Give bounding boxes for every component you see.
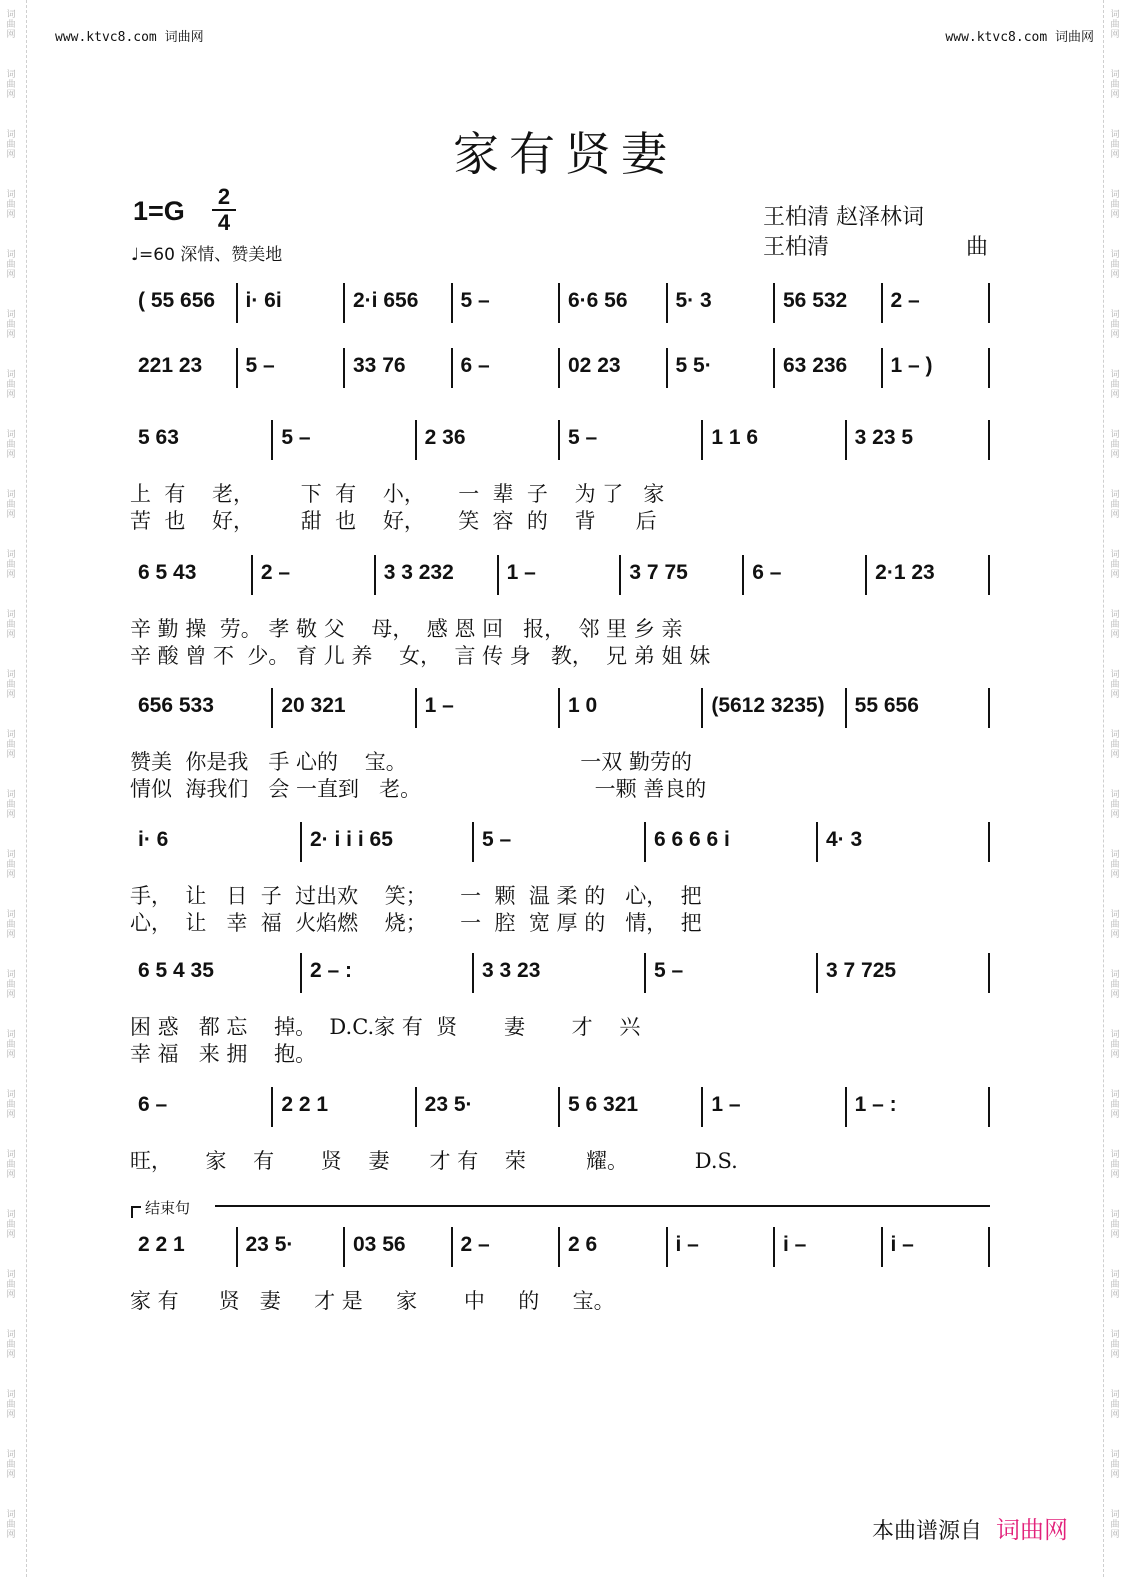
- bar-line: [472, 953, 474, 993]
- bar-line: [666, 1227, 668, 1267]
- lyrics-line: 赞美 你是我 手 心的 宝。 一双 勤劳的: [130, 750, 692, 774]
- bar-line: [558, 1087, 560, 1127]
- bar-line: [558, 688, 560, 728]
- margin-watermark-mark: 词曲网: [6, 970, 16, 1000]
- measure: 03 56: [353, 1233, 406, 1256]
- measure: i· 6: [138, 828, 169, 851]
- margin-watermark-mark: 词曲网: [1110, 610, 1120, 640]
- margin-watermark-mark: 词曲网: [6, 1510, 16, 1540]
- bar-line: [988, 348, 990, 388]
- bar-line: [558, 348, 560, 388]
- lyrics-line: 情似 海我们 会 一直到 老。 一颗 善良的: [130, 777, 707, 801]
- notes-line: [130, 555, 1000, 595]
- bar-line: [343, 283, 345, 323]
- measure: 6 6 6 6 i: [654, 828, 730, 851]
- measure: 2 6: [568, 1233, 598, 1256]
- measure: 1 – :: [854, 1093, 897, 1116]
- score-row: [0, 1227, 1130, 1357]
- bar-line: [845, 688, 847, 728]
- bar-line: [236, 283, 238, 323]
- measure: 5 –: [460, 289, 490, 312]
- lyrics-line: 手， 让 日 子 过出欢 笑； 一 颗 温 柔 的 心， 把: [130, 884, 702, 908]
- margin-watermark-mark: 词曲网: [1110, 550, 1120, 580]
- composer-suffix: 曲: [966, 235, 989, 260]
- margin-watermark-mark: 词曲网: [1110, 970, 1120, 1000]
- margin-watermark-mark: 词曲网: [6, 790, 16, 820]
- measure: 6 –: [138, 1093, 168, 1116]
- bar-line: [251, 555, 253, 595]
- margin-watermark-mark: 词曲网: [6, 130, 16, 160]
- bar-line: [816, 822, 818, 862]
- measure: (5612 3235): [711, 694, 825, 717]
- bar-line: [988, 822, 990, 862]
- source-footer: [872, 1510, 1068, 1545]
- margin-watermark-mark: 词曲网: [1110, 730, 1120, 760]
- time-signature-top: 2: [217, 184, 231, 209]
- measure: 5 63: [138, 426, 179, 449]
- bar-line: [343, 1227, 345, 1267]
- bar-line: [988, 1227, 990, 1267]
- measure: 221 23: [138, 354, 203, 377]
- tempo-marking: ♩=60 深情、赞美地: [131, 245, 283, 265]
- margin-watermark-mark: 词曲网: [1110, 1210, 1120, 1240]
- margin-watermark-mark: 词曲网: [1110, 310, 1120, 340]
- margin-watermark-mark: 词曲网: [6, 190, 16, 220]
- bar-line: [816, 953, 818, 993]
- bar-line: [881, 1227, 883, 1267]
- margin-watermark-mark: 词曲网: [6, 1030, 16, 1060]
- margin-watermark-mark: 词曲网: [6, 370, 16, 400]
- bar-line: [271, 688, 273, 728]
- margin-watermark-mark: 词曲网: [1110, 1450, 1120, 1480]
- measure: 3 7 725: [826, 959, 897, 982]
- measure: 2 –: [460, 1233, 490, 1256]
- notes-line: [130, 283, 1000, 323]
- margin-watermark-mark: 词曲网: [6, 490, 16, 520]
- measure: 02 23: [568, 354, 621, 377]
- margin-watermark-mark: 词曲网: [6, 310, 16, 340]
- margin-watermark-mark: 词曲网: [6, 1450, 16, 1480]
- bar-line: [988, 420, 990, 460]
- measure: 1 1 6: [711, 426, 759, 449]
- footer-source-text: 本曲谱源自: [871, 1519, 982, 1544]
- lyrics-line: 心， 让 幸 福 火焰燃 烧； 一 腔 宽 厚 的 情， 把: [130, 911, 702, 935]
- bar-line: [343, 348, 345, 388]
- measure: 1 –: [506, 561, 536, 584]
- composer-credit: 王柏清: [763, 235, 830, 260]
- time-signature: [212, 186, 236, 234]
- measure: 6 –: [460, 354, 490, 377]
- bar-line: [988, 555, 990, 595]
- site-url-left[interactable]: www.ktvc8.com 词曲网: [55, 30, 204, 45]
- measure: 2·1 23: [875, 561, 935, 584]
- bar-line: [701, 1087, 703, 1127]
- measure: i –: [675, 1233, 699, 1256]
- measure: 33 76: [353, 354, 406, 377]
- measure: 5 –: [245, 354, 275, 377]
- bar-line: [701, 688, 703, 728]
- measure: 20 321: [281, 694, 346, 717]
- bar-line: [988, 688, 990, 728]
- measure: 2 2 1: [281, 1093, 329, 1116]
- bar-line: [558, 283, 560, 323]
- measure: 2 2 1: [138, 1233, 185, 1256]
- measure: 3 3 232: [383, 561, 454, 584]
- bar-line: [701, 420, 703, 460]
- measure: ( 55 656: [138, 289, 216, 312]
- measure: 6 5 4 35: [138, 959, 214, 982]
- measure: 1 – ): [890, 354, 933, 377]
- lyrics-line: 旺， 家 有 贤 妻 才 有 荣 耀。 D.S.: [130, 1149, 738, 1173]
- margin-watermark-mark: 词曲网: [1110, 790, 1120, 820]
- margin-watermark-mark: 词曲网: [1110, 1270, 1120, 1300]
- bar-line: [558, 420, 560, 460]
- measure: 5 –: [482, 828, 512, 851]
- margin-watermark-mark: 词曲网: [6, 850, 16, 880]
- bar-line: [451, 348, 453, 388]
- margin-watermark-mark: 词曲网: [1110, 130, 1120, 160]
- margin-watermark-mark: 词曲网: [6, 910, 16, 940]
- measure: 1 0: [568, 694, 598, 717]
- bar-line: [236, 1227, 238, 1267]
- measure: 4· 3: [826, 828, 863, 851]
- margin-watermark-mark: 词曲网: [6, 670, 16, 700]
- margin-watermark-mark: 词曲网: [1110, 190, 1120, 220]
- margin-watermark-mark: 词曲网: [1110, 370, 1120, 400]
- bar-line: [300, 822, 302, 862]
- margin-watermark-mark: 词曲网: [6, 610, 16, 640]
- bar-line: [271, 420, 273, 460]
- margin-watermark-mark: 词曲网: [6, 250, 16, 280]
- margin-watermark-mark: 词曲网: [6, 550, 16, 580]
- bar-line: [644, 822, 646, 862]
- margin-watermark-mark: 词曲网: [6, 1090, 16, 1120]
- measure: 23 5·: [424, 1093, 473, 1116]
- bar-line: [415, 420, 417, 460]
- bar-line: [451, 1227, 453, 1267]
- bar-line: [881, 348, 883, 388]
- notes-line: [130, 1227, 1000, 1267]
- notes-line: [130, 1087, 1000, 1127]
- measure: 56 532: [783, 289, 848, 312]
- bar-line: [644, 953, 646, 993]
- site-url-right[interactable]: www.ktvc8.com 词曲网: [945, 30, 1094, 45]
- bar-line: [666, 283, 668, 323]
- bar-line: [451, 283, 453, 323]
- score-row: [0, 822, 1130, 952]
- measure: 1 –: [424, 694, 454, 717]
- margin-watermark-mark: 词曲网: [1110, 490, 1120, 520]
- measure: 5 –: [654, 959, 684, 982]
- margin-watermark-mark: 词曲网: [1110, 1150, 1120, 1180]
- bar-line: [374, 555, 376, 595]
- margin-watermark-mark: 词曲网: [6, 730, 16, 760]
- measure: 6·6 56: [568, 289, 628, 312]
- margin-watermark-mark: 词曲网: [1110, 1090, 1120, 1120]
- measure: 2 –: [890, 289, 920, 312]
- ending-label: [131, 1197, 190, 1218]
- lyrics-line: 苦 也 好， 甜 也 好， 笑 容 的 背 后: [130, 509, 657, 533]
- margin-watermark-mark: 词曲网: [6, 1150, 16, 1180]
- lyrics-line: 辛 酸 曾 不 少。 育 儿 养 女， 言 传 身 教， 兄 弟 姐 妹: [130, 644, 711, 668]
- margin-watermark-mark: 词曲网: [6, 70, 16, 100]
- measure: i –: [890, 1233, 914, 1256]
- measure: 6 5 43: [138, 561, 197, 584]
- margin-watermark-mark: 词曲网: [1110, 1390, 1120, 1420]
- measure: 1 –: [711, 1093, 741, 1116]
- ending-label-text: 结束句: [145, 1199, 191, 1217]
- score-row: [0, 420, 1130, 550]
- margin-watermark-mark: 词曲网: [1110, 670, 1120, 700]
- measure: i –: [783, 1233, 807, 1256]
- margin-watermark-mark: 词曲网: [6, 1270, 16, 1300]
- margin-watermark-mark: 词曲网: [6, 1210, 16, 1240]
- measure: 2· i i i 65: [310, 828, 393, 851]
- lyrics-line: 困 惑 都 忘 掉。 D.C.家 有 贤 妻 才 兴: [130, 1015, 641, 1039]
- margin-watermark-mark: 词曲网: [1110, 70, 1120, 100]
- measure: 23 5·: [245, 1233, 294, 1256]
- margin-watermark-mark: 词曲网: [1110, 1330, 1120, 1360]
- measure: 5 –: [568, 426, 598, 449]
- margin-watermark-mark: 词曲网: [1110, 850, 1120, 880]
- notes-line: [130, 688, 1000, 728]
- bar-line: [742, 555, 744, 595]
- lyrics-line: 幸 福 来 拥 抱。: [130, 1042, 317, 1066]
- notes-line: [130, 420, 1000, 460]
- bar-line: [881, 283, 883, 323]
- measure: 2 – :: [310, 959, 353, 982]
- score-row: [0, 555, 1130, 685]
- bar-line: [497, 555, 499, 595]
- bar-line: [773, 283, 775, 323]
- margin-watermark-mark: 词曲网: [1110, 250, 1120, 280]
- margin-watermark-mark: 词曲网: [6, 10, 16, 40]
- bar-line: [773, 1227, 775, 1267]
- margin-watermark-mark: 词曲网: [1110, 910, 1120, 940]
- bar-line: [773, 348, 775, 388]
- bar-line: [558, 1227, 560, 1267]
- measure: 5 5·: [675, 354, 712, 377]
- measure: 5 –: [281, 426, 311, 449]
- margin-watermark-mark: 词曲网: [1110, 10, 1120, 40]
- bar-line: [666, 348, 668, 388]
- notes-line: [130, 953, 1000, 993]
- bar-line: [845, 420, 847, 460]
- measure: 2 –: [260, 561, 291, 584]
- song-title: 家有贤妻: [453, 127, 677, 181]
- bar-line: [988, 283, 990, 323]
- bar-line: [271, 1087, 273, 1127]
- key-signature: 1=G: [133, 196, 185, 226]
- bar-line: [988, 1087, 990, 1127]
- measure: 6 –: [752, 561, 782, 584]
- measure: 5 6 321: [568, 1093, 639, 1116]
- lyrics-line: 上 有 老， 下 有 小， 一 辈 子 为 了 家: [130, 482, 665, 506]
- margin-watermark-mark: 词曲网: [6, 1390, 16, 1420]
- measure: 656 533: [138, 694, 214, 717]
- measure: 2·i 656: [353, 289, 419, 312]
- measure: 2 36: [424, 426, 466, 449]
- margin-watermark-mark: 词曲网: [6, 430, 16, 460]
- lyrics-line: 家 有 贤 妻 才 是 家 中 的 宝。: [130, 1289, 615, 1313]
- lyricist-credit: 王柏清 赵泽林词: [763, 205, 924, 230]
- bar-line: [845, 1087, 847, 1127]
- margin-watermark-mark: 词曲网: [1110, 1030, 1120, 1060]
- measure: 3 3 23: [482, 959, 541, 982]
- footer-brand-link[interactable]: 词曲网: [996, 1516, 1068, 1544]
- bar-line: [415, 688, 417, 728]
- margin-watermark-mark: 词曲网: [1110, 1510, 1120, 1540]
- bar-line: [619, 555, 621, 595]
- score-row: [0, 688, 1130, 818]
- measure: 3 23 5: [854, 426, 914, 449]
- time-signature-bottom: 4: [217, 210, 231, 235]
- bar-line: [865, 555, 867, 595]
- bar-line: [415, 1087, 417, 1127]
- measure: 5· 3: [675, 289, 712, 312]
- measure: 63 236: [783, 354, 848, 377]
- margin-watermark-mark: 词曲网: [6, 1330, 16, 1360]
- notes-line: [130, 822, 1000, 862]
- lyrics-line: 辛 勤 操 劳。 孝 敬 父 母， 感 恩 回 报， 邻 里 乡 亲: [130, 617, 683, 641]
- score-row: [0, 953, 1130, 1083]
- bar-line: [236, 348, 238, 388]
- bar-line: [300, 953, 302, 993]
- bar-line: [988, 953, 990, 993]
- measure: 3 7 75: [629, 561, 688, 584]
- measure: i· 6i: [245, 289, 282, 312]
- bar-line: [472, 822, 474, 862]
- notes-line: [130, 348, 1000, 388]
- measure: 55 656: [854, 694, 919, 717]
- margin-watermark-mark: 词曲网: [1110, 430, 1120, 460]
